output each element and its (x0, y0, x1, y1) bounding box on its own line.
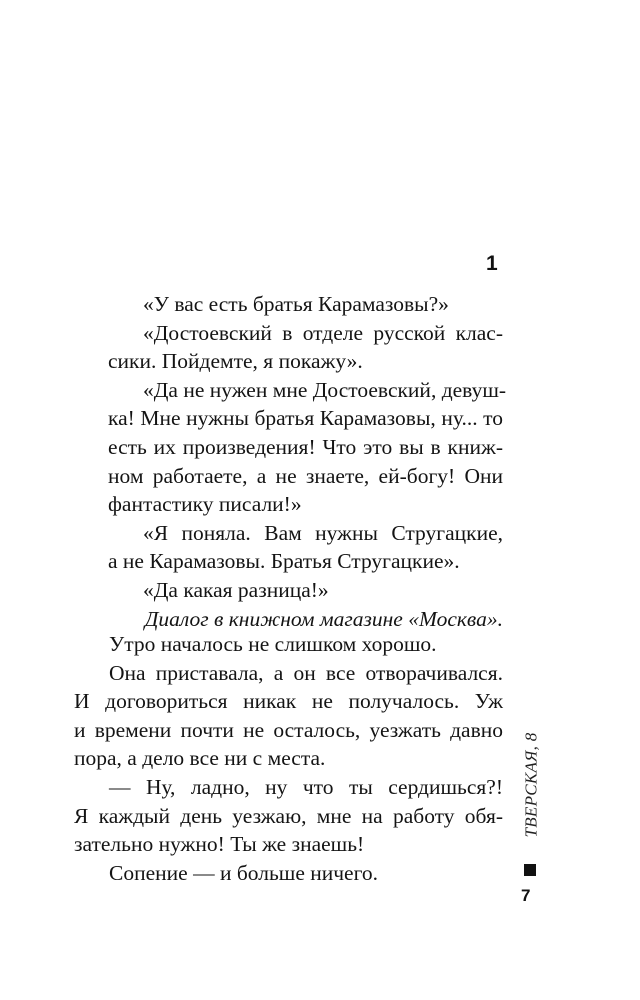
epigraph-line: есть их произведения! Что это вы в книж- (108, 434, 503, 459)
epigraph (108, 290, 507, 633)
epigraph-line: сики. Пойдемте, я покажу». (108, 349, 363, 374)
epigraph-line: «Достоевский в отделе русской клас- (143, 320, 503, 345)
body-line: И договориться никак не получалось. Уж (74, 689, 503, 714)
running-head-text: ТВЕРСКАЯ, 8 (522, 732, 541, 838)
body-line: — Ну, ладно, ну что ты сердишься?! (109, 774, 503, 799)
body-line: и времени почти не осталось, уезжать давно (74, 717, 503, 742)
running-head (518, 710, 546, 860)
body-line: Утро началось не слишком хорошо. (109, 632, 437, 656)
chapter-number: 1 (486, 252, 498, 275)
epigraph-line: «Да не нужен мне Достоевский, девуш- (143, 377, 507, 402)
body-line: зательно нужно! Ты же знаешь! (74, 832, 365, 857)
epigraph-source: Диалог в книжном магазине «Москва». (144, 606, 503, 631)
epigraph-line: ка! Мне нужны братья Карамазовы, ну... то (108, 406, 503, 431)
body-line: Сопение — и больше ничего. (109, 860, 379, 885)
body-text (74, 630, 503, 887)
epigraph-line: ном работаете, а не знаете, ей-богу! Они (108, 463, 503, 488)
black-square-icon (524, 864, 536, 876)
epigraph-line: «У вас есть братья Карамазовы?» (143, 292, 449, 316)
epigraph-line: «Я поняла. Вам нужны Стругацкие, (143, 520, 503, 545)
body-line: Она приставала, а он все отворачивался. (109, 660, 503, 685)
body-line: Я каждый день уезжаю, мне на работу обя- (74, 803, 503, 828)
body-line: пора, а дело все ни с места. (74, 746, 326, 771)
epigraph-line: «Да какая разница!» (143, 577, 329, 602)
page-number: 7 (521, 886, 531, 905)
epigraph-line: фантастику писали!» (108, 492, 302, 517)
epigraph-line: а не Карамазовы. Братья Стругацкие». (108, 549, 460, 574)
